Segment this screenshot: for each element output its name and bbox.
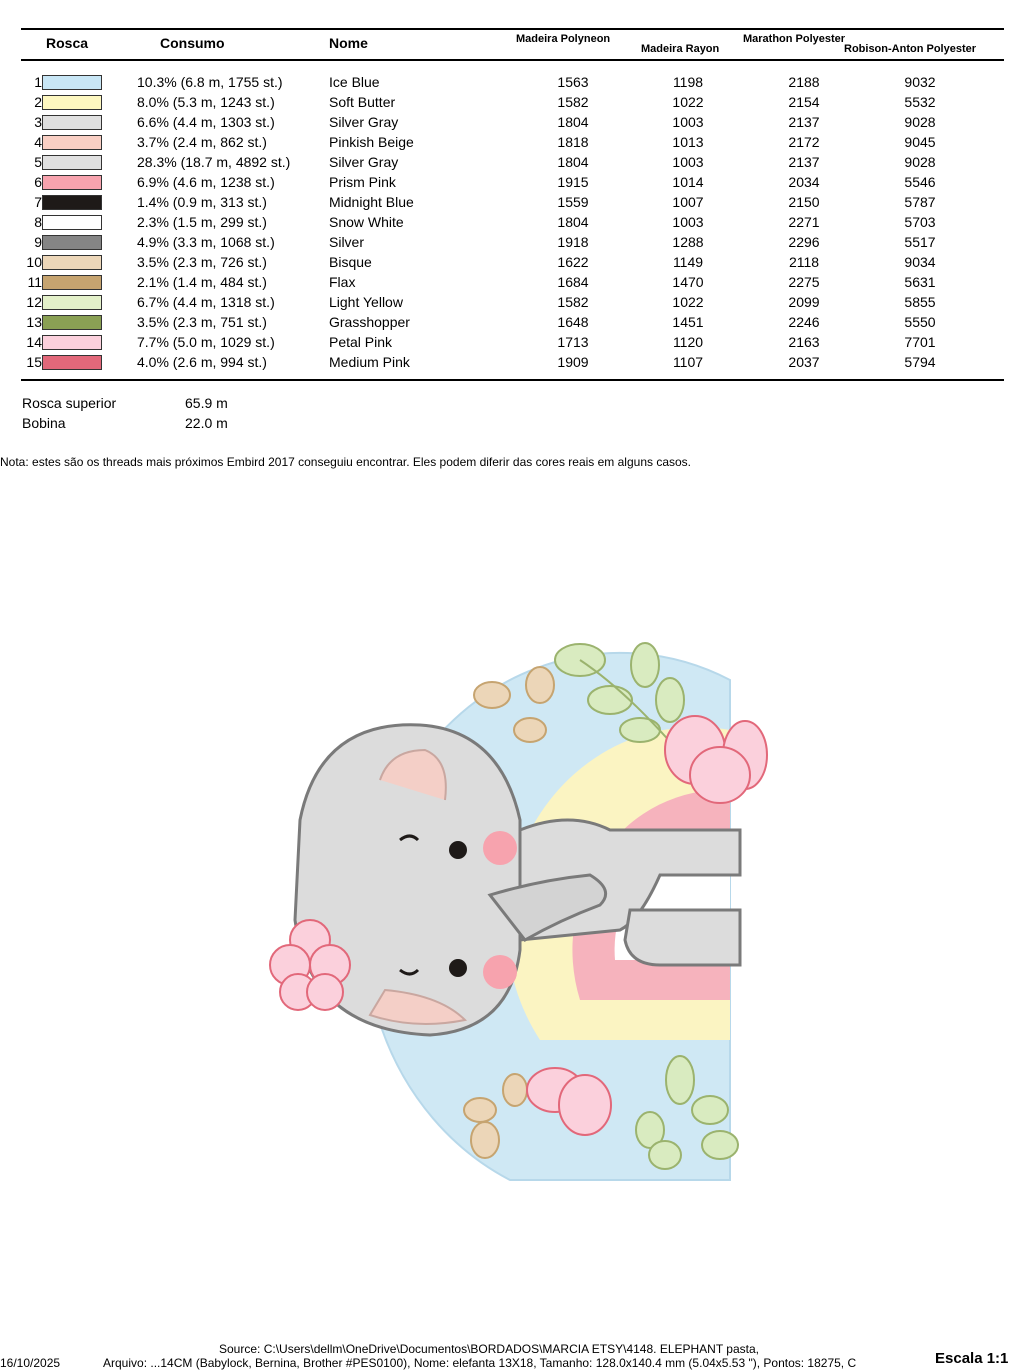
- header-madeira-polyneon: Madeira Polyneon: [516, 33, 611, 45]
- madeira-rayon-code: 1014: [672, 174, 704, 190]
- consumption: 4.0% (2.6 m, 994 st.): [137, 354, 267, 370]
- consumption: 6.7% (4.4 m, 1318 st.): [137, 294, 275, 310]
- consumption: 1.4% (0.9 m, 313 st.): [137, 194, 267, 210]
- thread-name: Prism Pink: [329, 174, 396, 190]
- bobbin-label: Bobina: [22, 415, 66, 431]
- marathon-polyester-code: 2275: [788, 274, 820, 290]
- consumption: 3.7% (2.4 m, 862 st.): [137, 134, 267, 150]
- header-rule: [21, 59, 1004, 61]
- consumption: 6.6% (4.4 m, 1303 st.): [137, 114, 275, 130]
- color-swatch: [42, 215, 102, 230]
- robison-anton-code: 5550: [904, 314, 936, 330]
- robison-anton-code: 7701: [904, 334, 936, 350]
- table-row: [0, 272, 1024, 292]
- madeira-polyneon-code: 1909: [557, 354, 589, 370]
- thread-name: Ice Blue: [329, 74, 380, 90]
- note-text: Nota: estes são os threads mais próximos Embird 2017 conseguiu encontrar. Eles podem diferir das cores reais em alguns casos.: [0, 455, 692, 469]
- consumption: 28.3% (18.7 m, 4892 st.): [137, 154, 291, 170]
- thread-name: Silver Gray: [329, 114, 399, 130]
- madeira-polyneon-code: 1684: [557, 274, 589, 290]
- header-madeira-rayon: Madeira Rayon: [641, 43, 720, 55]
- robison-anton-code: 9032: [904, 74, 936, 90]
- consumption: 8.0% (5.3 m, 1243 st.): [137, 94, 275, 110]
- marathon-polyester-code: 2246: [788, 314, 820, 330]
- table-row: [0, 212, 1024, 232]
- color-swatch: [42, 75, 102, 90]
- madeira-rayon-code: 1007: [672, 194, 704, 210]
- header-marathon-polyester: Marathon Polyester: [743, 33, 846, 45]
- header-robison-anton: Robison-Anton Polyester: [844, 43, 977, 55]
- thread-name: Light Yellow: [329, 294, 403, 310]
- robison-anton-code: 5546: [904, 174, 936, 190]
- madeira-rayon-code: 1003: [672, 114, 704, 130]
- elephant-embroidery-image: [240, 620, 780, 1190]
- color-swatch: [42, 115, 102, 130]
- robison-anton-code: 5794: [904, 354, 936, 370]
- table-row: [0, 72, 1024, 92]
- madeira-polyneon-code: 1582: [557, 294, 589, 310]
- table-row: [0, 332, 1024, 352]
- marathon-polyester-code: 2172: [788, 134, 820, 150]
- consumption: 7.7% (5.0 m, 1029 st.): [137, 334, 275, 350]
- row-number: 13: [26, 314, 42, 330]
- consumption: 4.9% (3.3 m, 1068 st.): [137, 234, 275, 250]
- table-row: [0, 172, 1024, 192]
- table-row: [0, 132, 1024, 152]
- color-swatch: [42, 315, 102, 330]
- marathon-polyester-code: 2037: [788, 354, 820, 370]
- footer-source: Source: C:\Users\dellm\OneDrive\Documentos\BORDADOS\MARCIA ETSY\4148. ELEPHANT pasta,: [219, 1342, 759, 1356]
- robison-anton-code: 5787: [904, 194, 936, 210]
- madeira-polyneon-code: 1804: [557, 154, 589, 170]
- table-row: [0, 192, 1024, 212]
- madeira-polyneon-code: 1648: [557, 314, 589, 330]
- madeira-rayon-code: 1003: [672, 214, 704, 230]
- marathon-polyester-code: 2150: [788, 194, 820, 210]
- header-consumo: Consumo: [160, 35, 225, 51]
- robison-anton-code: 9028: [904, 154, 936, 170]
- robison-anton-code: 5855: [904, 294, 936, 310]
- row-number: 10: [26, 254, 42, 270]
- top-thread-label: Rosca superior: [22, 395, 117, 411]
- top-rule: [21, 28, 1004, 30]
- madeira-rayon-code: 1451: [672, 314, 704, 330]
- footer-file-info: Arquivo: ...14CM (Babylock, Bernina, Brother #PES0100), Nome: elefanta 13X18, Tamanho: 128.0x140.4 mm (5.04x5.53 "), Pontos: 18275, C: [103, 1356, 857, 1370]
- color-swatch: [42, 95, 102, 110]
- madeira-rayon-code: 1120: [672, 334, 704, 350]
- table-row: [0, 232, 1024, 252]
- madeira-rayon-code: 1003: [672, 154, 704, 170]
- thread-name: Bisque: [329, 254, 372, 270]
- madeira-polyneon-code: 1918: [557, 234, 589, 250]
- robison-anton-code: 9034: [904, 254, 936, 270]
- marathon-polyester-code: 2118: [788, 254, 820, 270]
- color-swatch: [42, 155, 102, 170]
- madeira-rayon-code: 1022: [672, 294, 704, 310]
- color-swatch: [42, 355, 102, 370]
- row-number: 15: [26, 354, 42, 370]
- madeira-polyneon-code: 1622: [557, 254, 589, 270]
- row-number: 2: [34, 94, 42, 110]
- marathon-polyester-code: 2271: [788, 214, 820, 230]
- consumption: 2.1% (1.4 m, 484 st.): [137, 274, 267, 290]
- madeira-rayon-code: 1107: [672, 354, 704, 370]
- marathon-polyester-code: 2188: [788, 74, 820, 90]
- thread-name: Flax: [329, 274, 356, 290]
- color-swatch: [42, 195, 102, 210]
- footer-date: 16/10/2025: [0, 1356, 61, 1370]
- color-swatch: [42, 275, 102, 290]
- robison-anton-code: 5532: [904, 94, 936, 110]
- marathon-polyester-code: 2137: [788, 154, 820, 170]
- header-nome: Nome: [329, 35, 368, 51]
- madeira-polyneon-code: 1804: [557, 214, 589, 230]
- table-row: [0, 292, 1024, 312]
- madeira-polyneon-code: 1563: [557, 74, 589, 90]
- consumption: 2.3% (1.5 m, 299 st.): [137, 214, 267, 230]
- row-number: 12: [26, 294, 42, 310]
- table-row: [0, 112, 1024, 132]
- marathon-polyester-code: 2137: [788, 114, 820, 130]
- robison-anton-code: 5703: [904, 214, 936, 230]
- madeira-polyneon-code: 1582: [557, 94, 589, 110]
- madeira-rayon-code: 1022: [672, 94, 704, 110]
- bottom-rule: [21, 379, 1004, 381]
- footer-scale: Escala 1:1: [935, 1350, 1009, 1367]
- color-swatch: [42, 135, 102, 150]
- thread-name: Midnight Blue: [329, 194, 414, 210]
- madeira-rayon-code: 1013: [672, 134, 704, 150]
- row-number: 11: [27, 274, 42, 290]
- table-row: [0, 152, 1024, 172]
- madeira-polyneon-code: 1559: [557, 194, 589, 210]
- row-number: 1: [34, 74, 42, 90]
- thread-name: Silver Gray: [329, 154, 399, 170]
- thread-name: Soft Butter: [329, 94, 396, 110]
- marathon-polyester-code: 2034: [788, 174, 820, 190]
- thread-name: Grasshopper: [329, 314, 410, 330]
- bobbin-value: 22.0 m: [185, 415, 228, 431]
- marathon-polyester-code: 2099: [788, 294, 820, 310]
- robison-anton-code: 9028: [904, 114, 936, 130]
- robison-anton-code: 9045: [904, 134, 936, 150]
- table-row: [0, 252, 1024, 272]
- top-thread-value: 65.9 m: [185, 395, 228, 411]
- madeira-polyneon-code: 1915: [557, 174, 589, 190]
- color-swatch: [42, 335, 102, 350]
- color-swatch: [42, 175, 102, 190]
- madeira-polyneon-code: 1818: [557, 134, 589, 150]
- robison-anton-code: 5631: [904, 274, 936, 290]
- color-swatch: [42, 255, 102, 270]
- thread-name: Pinkish Beige: [329, 134, 414, 150]
- robison-anton-code: 5517: [904, 234, 936, 250]
- row-number: 8: [34, 214, 42, 230]
- row-number: 3: [34, 114, 42, 130]
- marathon-polyester-code: 2154: [788, 94, 820, 110]
- color-swatch: [42, 235, 102, 250]
- consumption: 3.5% (2.3 m, 751 st.): [137, 314, 267, 330]
- header-rosca: Rosca: [46, 35, 89, 51]
- table-row: [0, 92, 1024, 112]
- row-number: 14: [26, 334, 42, 350]
- madeira-polyneon-code: 1713: [557, 334, 589, 350]
- row-number: 4: [34, 134, 42, 150]
- consumption: 3.5% (2.3 m, 726 st.): [137, 254, 267, 270]
- thread-name: Snow White: [329, 214, 404, 230]
- row-number: 7: [34, 194, 42, 210]
- row-number: 9: [34, 234, 42, 250]
- madeira-polyneon-code: 1804: [557, 114, 589, 130]
- row-number: 6: [34, 174, 42, 190]
- thread-name: Medium Pink: [329, 354, 410, 370]
- marathon-polyester-code: 2296: [788, 234, 820, 250]
- color-swatch: [42, 295, 102, 310]
- madeira-rayon-code: 1149: [672, 254, 704, 270]
- thread-name: Petal Pink: [329, 334, 393, 350]
- madeira-rayon-code: 1470: [672, 274, 704, 290]
- row-number: 5: [34, 154, 42, 170]
- marathon-polyester-code: 2163: [788, 334, 820, 350]
- table-row: [0, 352, 1024, 372]
- table-row: [0, 312, 1024, 332]
- consumption: 6.9% (4.6 m, 1238 st.): [137, 174, 275, 190]
- madeira-rayon-code: 1288: [672, 234, 704, 250]
- madeira-rayon-code: 1198: [672, 74, 704, 90]
- thread-name: Silver: [329, 234, 365, 250]
- consumption: 10.3% (6.8 m, 1755 st.): [137, 74, 283, 90]
